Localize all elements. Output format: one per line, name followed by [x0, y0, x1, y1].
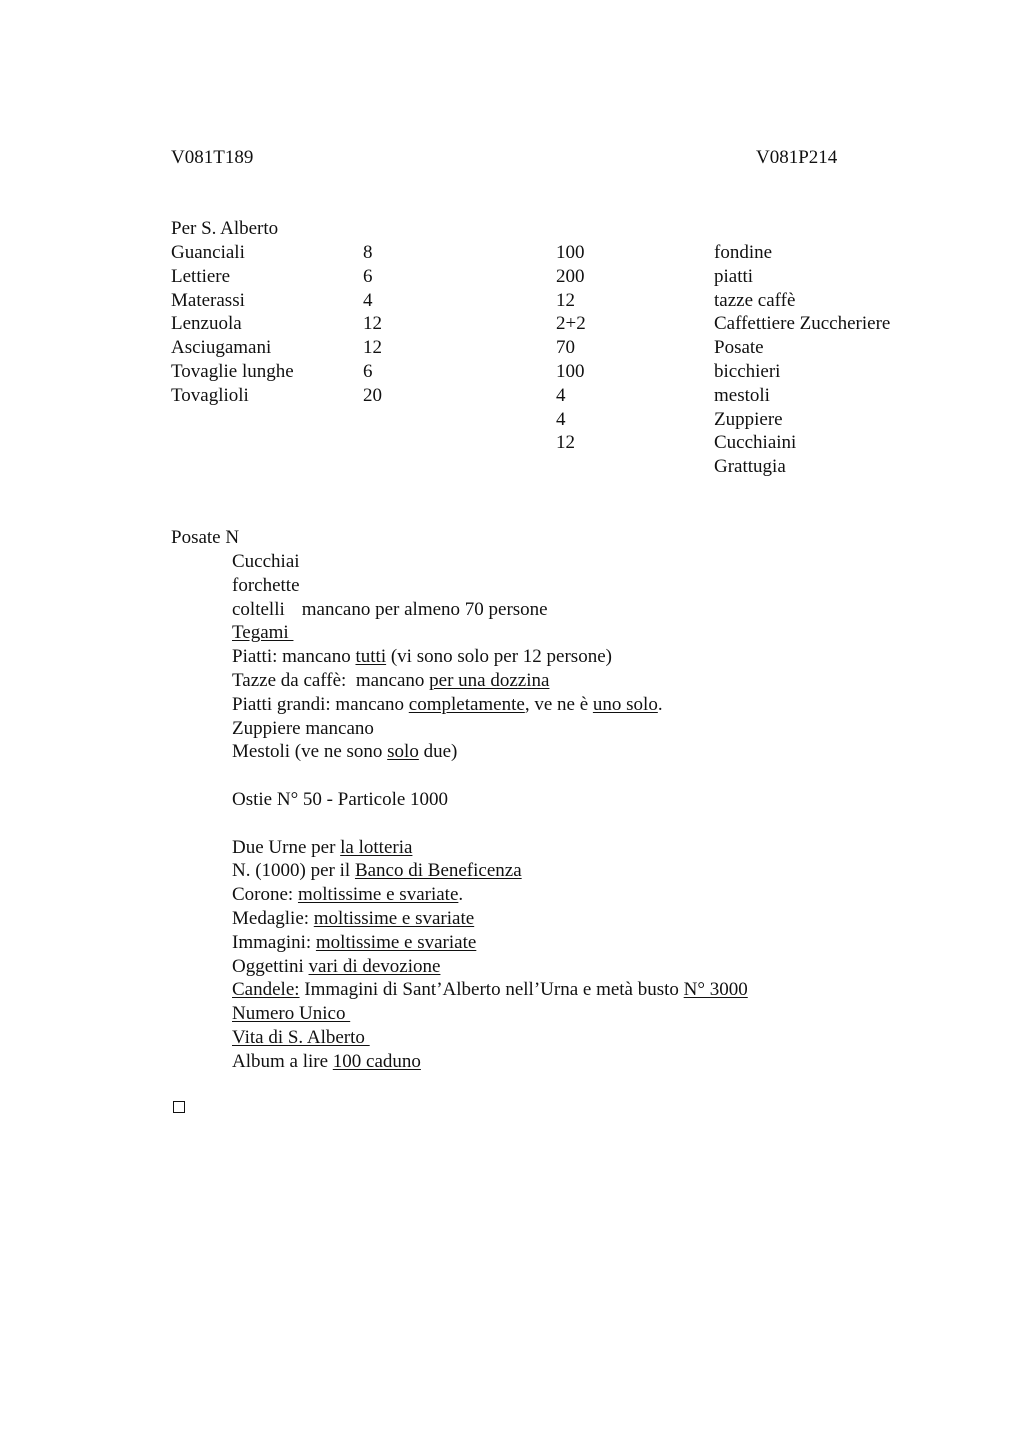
- underlined-text: moltissime e svariate: [297, 884, 459, 906]
- note-text: .: [657, 693, 663, 715]
- note-line: [232, 1050, 748, 1074]
- list-item: Lenzuola: [171, 313, 242, 335]
- document-code-left: V081T189: [171, 147, 254, 168]
- item-quantity: 4: [363, 289, 373, 311]
- note-text: , ve ne è: [524, 693, 593, 715]
- note-line: [232, 883, 748, 907]
- note-line: [232, 836, 748, 860]
- underlined-text: Tegami: [232, 622, 294, 644]
- item-quantity: 100: [556, 360, 585, 382]
- list-item: fondine: [714, 242, 773, 263]
- underlined-text: solo: [387, 741, 419, 763]
- item-quantity: 6: [363, 360, 373, 382]
- underlined-text: 100 caduno: [332, 1050, 421, 1072]
- list-item: mestoli: [714, 384, 770, 406]
- underlined-text: Vita di S. Alberto: [232, 1026, 370, 1048]
- item-quantity: 8: [363, 242, 373, 263]
- list-item: Grattugia: [714, 456, 786, 478]
- list-item: Tovaglie lunghe: [171, 360, 294, 382]
- underlined-text: Banco di Beneficenza: [354, 860, 522, 882]
- note-text: due): [418, 741, 458, 763]
- item-quantity: 6: [363, 265, 373, 287]
- list-item: Zuppiere: [714, 408, 783, 430]
- note-text: Piatti grandi: mancano: [232, 693, 409, 715]
- note-line: [232, 693, 748, 717]
- item-quantity: 12: [556, 432, 575, 454]
- note-line: forchette: [232, 574, 300, 596]
- note-text: (vi sono solo per 12 persone): [386, 646, 612, 668]
- note-text: Immagini di Sant’Alberto nell’Urna e metà busto: [299, 979, 684, 1001]
- item-quantity: 12: [363, 313, 382, 335]
- underlined-text: moltissime e svariate: [315, 931, 477, 953]
- note-text: Due Urne per: [232, 836, 341, 858]
- item-quantity: 70: [556, 337, 575, 359]
- posate-title: Posate N: [171, 527, 240, 548]
- document-code-right: V081P214: [756, 147, 838, 168]
- note-text: N. (1000) per il: [232, 860, 355, 882]
- note-line: [232, 1002, 748, 1026]
- underlined-text: completamente: [408, 693, 525, 715]
- note-line: [232, 621, 748, 645]
- underlined-text: uno solo: [592, 693, 658, 715]
- item-quantity: 200: [556, 265, 585, 287]
- note-text: Immagini:: [232, 931, 316, 953]
- list-item: bicchieri: [714, 360, 781, 382]
- note-line: [232, 1026, 748, 1050]
- item-quantity: [556, 455, 586, 479]
- notes-block: [232, 550, 748, 1074]
- underlined-text: Numero Unico: [232, 1003, 351, 1025]
- note-text: Medaglie:: [232, 907, 314, 929]
- note-line: [232, 645, 748, 669]
- note-line: [232, 931, 748, 955]
- note-text: Oggettini: [232, 955, 309, 977]
- note-line: [232, 955, 748, 979]
- list-item: Caffettiere Zuccheriere: [714, 313, 891, 335]
- ostie-line: Ostie N° 50 - Particole 1000: [232, 788, 449, 810]
- list-item: tazze caffè: [714, 289, 796, 311]
- note-text: mancano per almeno 70 persone: [301, 598, 548, 620]
- note-line: [232, 978, 748, 1002]
- item-quantity: 12: [363, 337, 382, 359]
- note-line: [232, 740, 748, 764]
- left-item-names: [171, 241, 294, 408]
- underlined-text: N° 3000: [683, 979, 748, 1001]
- list-item: Tovaglioli: [171, 384, 249, 406]
- list-item: Posate: [714, 337, 764, 359]
- item-quantity: 4: [556, 384, 566, 406]
- note-line: [232, 669, 748, 693]
- item-quantity: 2+2: [556, 313, 586, 335]
- note-text: Piatti: mancano: [232, 646, 356, 668]
- note-text: .: [458, 884, 464, 906]
- note-text: Tazze da caffè: mancano: [232, 669, 430, 691]
- underlined-text: la lotteria: [340, 836, 413, 858]
- underlined-text: Candele:: [232, 979, 300, 1001]
- right-item-quantities: [556, 241, 586, 479]
- note-text: Corone:: [232, 884, 298, 906]
- note-text: coltelli: [232, 598, 285, 620]
- right-item-names: [714, 241, 890, 479]
- item-quantity: 4: [556, 408, 566, 430]
- item-quantity: 12: [556, 289, 575, 311]
- note-line: [232, 859, 748, 883]
- checkbox-square-icon: [173, 1101, 185, 1113]
- inventory-title: Per S. Alberto: [171, 218, 279, 239]
- item-quantity: 20: [363, 384, 382, 406]
- list-item: Guanciali: [171, 242, 245, 263]
- note-text: Mestoli (ve ne sono: [232, 741, 388, 763]
- underlined-text: tutti: [355, 646, 387, 668]
- list-item: Materassi: [171, 289, 245, 311]
- note-line: Zuppiere mancano: [232, 717, 374, 739]
- note-line: [232, 907, 748, 931]
- note-line: Cucchiai: [232, 551, 300, 572]
- note-line: [232, 598, 748, 622]
- list-item: Asciugamani: [171, 337, 272, 359]
- list-item: Cucchiaini: [714, 432, 797, 454]
- underlined-text: per una dozzina: [429, 669, 550, 691]
- list-item: Lettiere: [171, 265, 231, 287]
- note-text: Album a lire: [232, 1050, 333, 1072]
- left-item-quantities: [363, 241, 382, 408]
- item-quantity: 100: [556, 242, 585, 263]
- underlined-text: vari di devozione: [308, 955, 441, 977]
- underlined-text: moltissime e svariate: [313, 907, 475, 929]
- list-item: piatti: [714, 265, 754, 287]
